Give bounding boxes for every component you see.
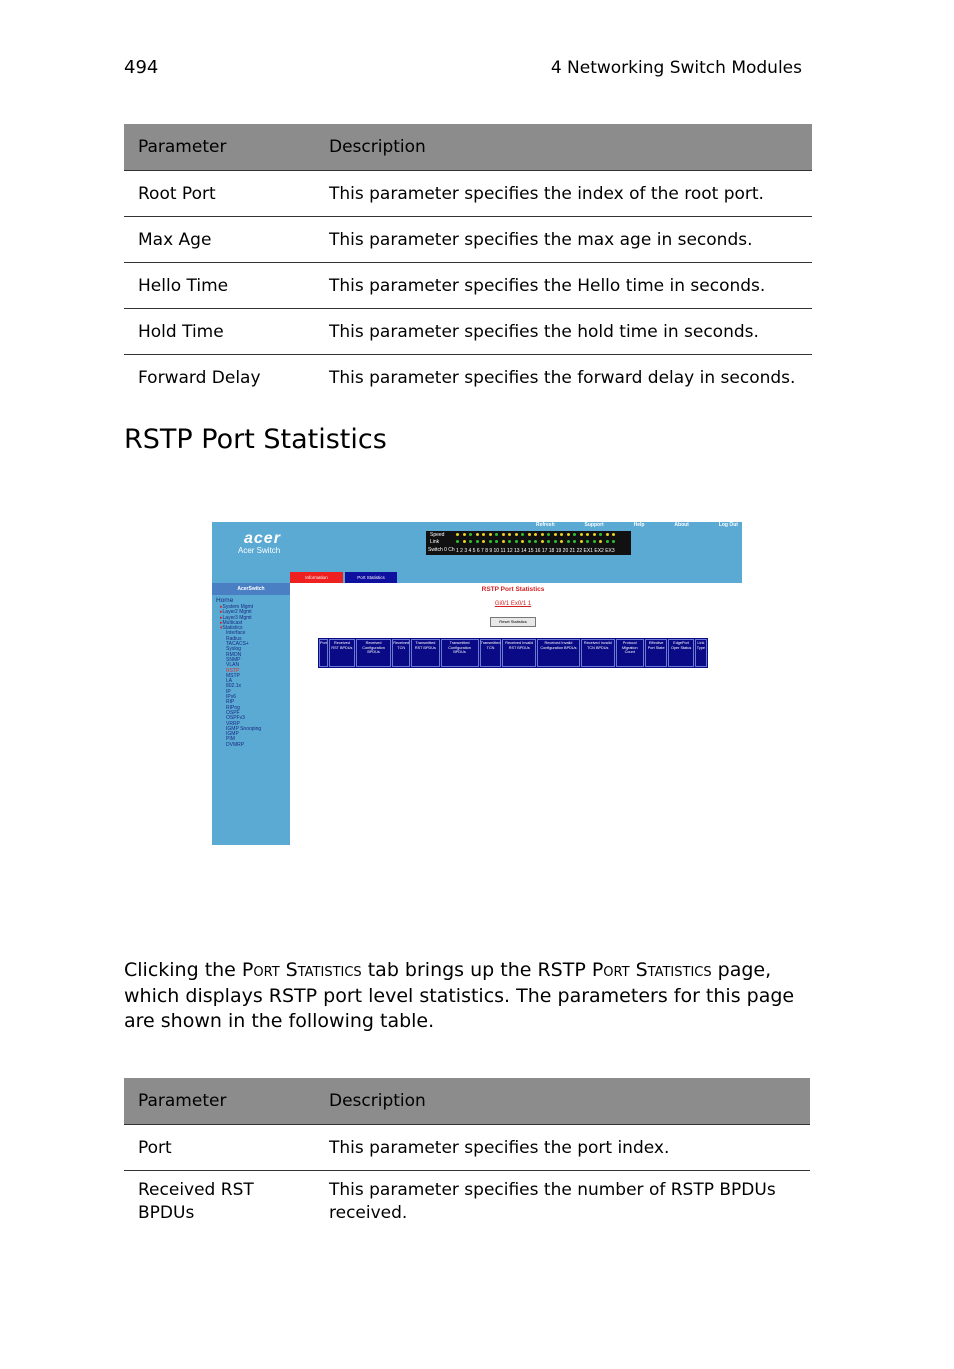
parameter-cell: Hello Time <box>124 263 315 309</box>
port-led-icon <box>586 533 589 536</box>
parameter-cell: Forward Delay <box>138 367 261 388</box>
table-row <box>124 263 812 309</box>
nav-tree <box>216 597 261 748</box>
description-cell: This parameter specifies the forward delay in seconds. <box>329 367 796 388</box>
port-led-panel <box>426 531 631 555</box>
body-paragraph: Clicking the Port Statistics tab brings up the RSTP Port Statistics page, which displays RSTP port level statistics. The parameters for this page are shown in the following table. <box>124 959 795 1032</box>
port-led-icon <box>534 540 537 543</box>
column-transmitted-tcn: Transmitted TCN <box>480 639 502 667</box>
port-led-icon <box>463 533 466 536</box>
table-row <box>124 355 812 401</box>
section-title: RSTP Port Statistics <box>124 424 387 455</box>
table-row <box>124 309 812 355</box>
port-led-icon <box>541 533 544 536</box>
about-link[interactable]: About <box>674 522 689 528</box>
port-led-icon <box>586 540 589 543</box>
port-led-icon <box>476 540 479 543</box>
column-received-invalid-config-bpdus: Received Invalid Configuration BPDUs <box>537 639 580 667</box>
port-led-icon <box>606 540 609 543</box>
nav-ripng[interactable]: RIPng <box>226 704 240 711</box>
parameter-table-1 <box>124 124 812 400</box>
port-led-icon <box>495 533 498 536</box>
parameter-cell: Port <box>124 1125 315 1171</box>
led-label-switch: Switch 0 Ch <box>428 547 455 553</box>
port-led-icon <box>560 540 563 543</box>
description-cell: This parameter specifies the port index. <box>315 1125 810 1171</box>
port-led-icon <box>463 540 466 543</box>
port-led-icon <box>489 540 492 543</box>
ui-content <box>290 575 742 845</box>
port-led-icon <box>508 540 511 543</box>
port-led-icon <box>495 540 498 543</box>
port-led-icon <box>599 533 602 536</box>
nav-igmp[interactable]: IGMP <box>226 731 239 738</box>
port-led-icon <box>482 533 485 536</box>
table-row <box>124 1171 810 1236</box>
nav-pim[interactable]: PIM <box>226 736 235 743</box>
running-header: 4 Networking Switch Modules <box>550 58 802 78</box>
port-led-icon <box>612 540 615 543</box>
logout-link[interactable]: Log Out <box>718 522 738 528</box>
nav-rmon[interactable]: RMON <box>226 651 242 658</box>
screenshot-rstp-port-statistics <box>212 522 742 845</box>
port-led-icon <box>489 533 492 536</box>
page-number: 494 <box>124 57 159 78</box>
column-received-config-bpdus: Received Configuration BPDUs <box>356 639 391 667</box>
table-row <box>124 217 812 263</box>
port-led-icon <box>554 533 557 536</box>
parameter-cell: Max Age <box>124 217 315 263</box>
nav-ip[interactable]: IP <box>226 688 231 695</box>
column-received-tcn: Received TCN <box>392 639 410 667</box>
table-row <box>124 1125 810 1171</box>
port-link[interactable]: Gi0/1 Ex0/1 1 <box>494 601 532 607</box>
column-effective-port-state: Effective Port State <box>645 639 667 667</box>
description-cell: This parameter specifies the hold time in seconds. <box>315 309 812 355</box>
column-header-parameter: Parameter <box>124 1078 315 1125</box>
port-numbers: 1 2 3 4 5 6 7 8 9 10 11 12 13 14 15 16 17 18 19 20 21 22 EX1 EX2 EX3 <box>456 548 615 554</box>
port-led-icon <box>476 533 479 536</box>
ui-sidebar <box>212 583 290 845</box>
sidebar-title: AcerSwitch <box>212 583 290 595</box>
port-led-icon <box>612 533 615 536</box>
expand-arrow-icon: ▸ <box>220 604 223 610</box>
port-led-icon <box>469 533 472 536</box>
port-led-icon <box>573 540 576 543</box>
port-led-icon <box>593 533 596 536</box>
port-led-icon <box>515 540 518 543</box>
port-led-icon <box>456 540 459 543</box>
port-led-icon <box>528 533 531 536</box>
port-led-icon <box>593 540 596 543</box>
nav-la[interactable]: LA <box>226 678 233 685</box>
nav-statistics[interactable]: ▾Statistics <box>220 625 243 632</box>
parameter-cell: Hold Time <box>124 309 315 355</box>
top-links <box>532 522 742 528</box>
nav-mstp[interactable]: MSTP <box>226 672 240 679</box>
column-transmitted-config-bpdus: Transmitted Configuration BPDUs <box>441 639 479 667</box>
link-leds <box>456 540 615 543</box>
nav-layer3-mgmt[interactable]: ▸Layer3 Mgmt <box>220 614 252 621</box>
support-link[interactable]: Support <box>584 522 604 528</box>
nav-rstp[interactable]: RSTP <box>226 667 240 674</box>
port-statistics-term: Port Statistics <box>241 959 362 981</box>
speed-leds <box>456 533 615 536</box>
refresh-link[interactable]: Refresh <box>536 522 555 528</box>
port-led-icon <box>502 540 505 543</box>
acer-logo: acer <box>244 530 281 547</box>
port-led-icon <box>567 540 570 543</box>
nav-system-mgmt[interactable]: ▸System Mgmt <box>220 604 254 610</box>
port-led-icon <box>606 533 609 536</box>
description-cell: This parameter specifies the Hello time in seconds. <box>315 263 812 309</box>
statistics-table-header <box>318 638 708 668</box>
port-led-icon <box>534 533 537 536</box>
column-port: Port <box>319 639 328 667</box>
tab-port-statistics[interactable]: Port Statistics <box>345 572 397 583</box>
port-led-icon <box>469 540 472 543</box>
nav-layer2-mgmt[interactable]: ▸Layer2 Mgmt <box>220 609 252 616</box>
port-led-icon <box>547 533 550 536</box>
collapse-arrow-icon: ▾ <box>220 625 223 632</box>
nav-syslog[interactable]: Syslog <box>226 646 242 653</box>
help-link[interactable]: Help <box>633 522 645 528</box>
column-received-invalid-rst-bpdus: Received Invalid RST BPDUs <box>502 639 535 667</box>
nav-snmp[interactable]: SNMP <box>226 656 241 663</box>
logo-subtitle: Acer Switch <box>238 546 281 555</box>
column-received-invalid-tcn-bpdus: Received Invalid TCN BPDUs <box>581 639 615 667</box>
nav-home[interactable]: Home <box>216 597 234 604</box>
column-header-description: Description <box>315 124 812 171</box>
nav-ospf[interactable]: OSPF <box>226 709 240 716</box>
nav-tacacs[interactable]: TACACS+ <box>226 641 249 648</box>
description-cell: This parameter specifies the index of the root port. <box>315 171 812 217</box>
led-label-link: Link <box>430 539 440 545</box>
nav-vlan[interactable]: VLAN <box>226 662 240 669</box>
port-led-icon <box>482 540 485 543</box>
table-row <box>124 171 812 217</box>
port-led-icon <box>521 533 524 536</box>
led-label-speed: Speed <box>430 532 445 538</box>
port-led-icon <box>554 540 557 543</box>
nav-ipv6[interactable]: IPv6 <box>226 694 237 701</box>
port-led-icon <box>515 533 518 536</box>
port-statistics-term: Port Statistics <box>591 959 712 981</box>
expand-arrow-icon: ▸ <box>220 619 223 626</box>
port-led-icon <box>521 540 524 543</box>
description-cell: This parameter specifies the number of RSTP BPDUs received. <box>329 1180 776 1223</box>
port-led-icon <box>580 533 583 536</box>
nav-rip[interactable]: RIP <box>226 699 235 706</box>
port-led-icon <box>560 533 563 536</box>
port-led-icon <box>580 540 583 543</box>
column-header-description: Description <box>315 1078 810 1125</box>
port-led-icon <box>456 533 459 536</box>
nav-interface[interactable]: Interface <box>226 630 246 637</box>
port-led-icon <box>547 540 550 543</box>
nav-igmp-snooping[interactable]: IGMP Snooping <box>226 725 262 732</box>
nav-multicast[interactable]: ▸Multicast <box>220 619 243 626</box>
port-led-icon <box>528 540 531 543</box>
nav-dvmrp[interactable]: DVMRP <box>226 741 245 748</box>
nav-radius[interactable]: Radius <box>226 635 242 642</box>
port-led-icon <box>502 533 505 536</box>
description-cell: This parameter specifies the max age in seconds. <box>315 217 812 263</box>
parameter-cell: Root Port <box>124 171 315 217</box>
port-led-icon <box>573 533 576 536</box>
column-received-rst-bpdus: Received RST BPDUs <box>329 639 355 667</box>
port-led-icon <box>599 540 602 543</box>
expand-arrow-icon: ▸ <box>220 609 223 616</box>
port-led-icon <box>541 540 544 543</box>
column-edgeport-oper-status: EdgePort Oper Status <box>668 639 693 667</box>
content-title: RSTP Port Statistics <box>481 586 545 593</box>
port-led-icon <box>508 533 511 536</box>
nav-ospfv3[interactable]: OSPFv3 <box>226 715 245 722</box>
parameter-table-2 <box>124 1078 810 1235</box>
column-protocol-migration-count: Protocol Migration Count <box>616 639 644 667</box>
parameter-cell: Received RST BPDUs <box>138 1180 254 1223</box>
column-header-parameter: Parameter <box>124 124 315 171</box>
port-led-icon <box>567 533 570 536</box>
column-transmitted-rst-bpdus: Transmitted RST BPDUs <box>411 639 439 667</box>
tab-information[interactable]: Information <box>290 572 343 583</box>
expand-arrow-icon: ▸ <box>220 614 223 621</box>
nav-8021x[interactable]: 802.1x <box>226 683 242 690</box>
nav-vrrp[interactable]: VRRP <box>226 720 240 727</box>
column-link-type: Link Type <box>695 639 707 667</box>
reset-statistics-button[interactable]: Reset Statistics <box>490 617 536 627</box>
